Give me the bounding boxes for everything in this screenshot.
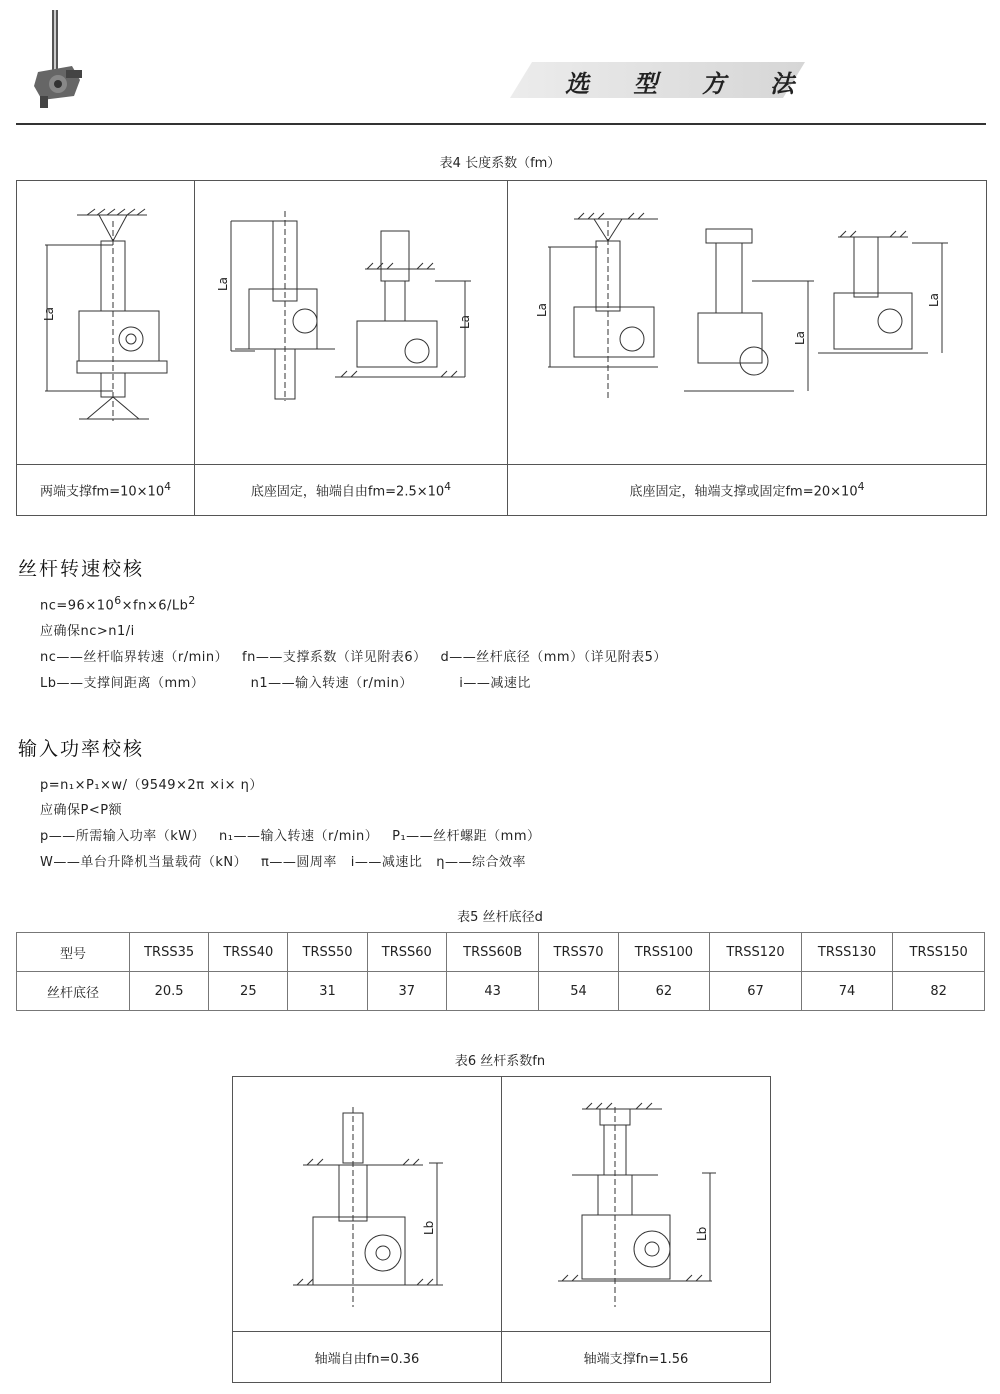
table-cell: 25 — [209, 972, 288, 1011]
table-cell: 37 — [367, 972, 446, 1011]
fm-case-base-fixed-free: 底座固定，轴端自由$fm=2.5\times 10^4$ — [195, 465, 508, 516]
table-cell: TRSS150 — [893, 933, 985, 972]
jack-diagram-icon — [233, 1077, 501, 1327]
figure-both-ends-supported — [17, 181, 195, 465]
fm-case-both-ends: 两端支撑$fm=10\times 10^4$ — [17, 465, 195, 516]
table-cell: 43 — [446, 972, 539, 1011]
fn-case-shaft-free: 轴端自由fn=0.36 — [233, 1332, 502, 1383]
power-condition: 应确保P<P额 — [40, 803, 123, 818]
speed-check-heading: 丝杆转速校核 — [18, 558, 145, 580]
fm-case-base-fixed-supported: 底座固定，轴端支撑或固定$fm=20\times 10^4$ — [508, 465, 987, 516]
screw-jack-logo-icon — [30, 10, 90, 110]
la-label: La — [458, 314, 472, 329]
jack-diagram-icon — [502, 1077, 770, 1327]
table4-caption: 表4 长度系数（fm） — [439, 156, 561, 171]
speed-condition: 应确保nc>n1/i — [40, 624, 135, 639]
table6 — [232, 1076, 771, 1383]
la-label: La — [42, 306, 56, 321]
table-cell: TRSS50 — [288, 933, 367, 972]
table-cell: 74 — [801, 972, 893, 1011]
table-cell: TRSS100 — [618, 933, 710, 972]
table-cell: TRSS130 — [801, 933, 893, 972]
header-divider — [16, 123, 986, 125]
lb-label: Lb — [695, 1226, 709, 1241]
la-label: La — [793, 330, 807, 345]
lb-label: Lb — [422, 1220, 436, 1235]
table-cell: TRSS70 — [539, 933, 618, 972]
figure-base-fixed-free — [195, 181, 508, 465]
table5 — [16, 932, 985, 1011]
figure-shaft-end-supported — [502, 1077, 771, 1332]
table-cell: TRSS120 — [710, 933, 802, 972]
table-row — [17, 972, 985, 1011]
power-formula: p=n₁×P₁×w/（9549×2π ×i× η） — [40, 778, 263, 793]
speed-formula: $nc=96\times 10^6\times fn\times 6/Lb^2$ — [40, 594, 196, 614]
jack-diagram-icon — [17, 181, 194, 460]
table4 — [16, 180, 987, 516]
table-cell: 31 — [288, 972, 367, 1011]
table-cell: 62 — [618, 972, 710, 1011]
jack-diagram-icon — [508, 181, 986, 460]
table-cell: TRSS60 — [367, 933, 446, 972]
table-cell: TRSS35 — [130, 933, 209, 972]
figure-shaft-end-free — [233, 1077, 502, 1332]
table-cell: 54 — [539, 972, 618, 1011]
speed-legend-2: Lb——支撑间距离（mm） n1——输入转速（r/min） i——减速比 — [40, 676, 531, 691]
jack-diagram-icon — [195, 181, 507, 460]
table-cell: TRSS40 — [209, 933, 288, 972]
power-check-heading: 输入功率校核 — [18, 738, 145, 760]
table6-caption: 表6 丝杆系数fn — [454, 1054, 546, 1069]
table-cell: 67 — [710, 972, 802, 1011]
page-title: 选 型 方 法 — [565, 69, 813, 98]
table-cell: 20.5 — [130, 972, 209, 1011]
fn-case-shaft-supported: 轴端支撑fn=1.56 — [502, 1332, 771, 1383]
power-legend-1: p——所需输入功率（kW） n₁——输入转速（r/min） P₁——丝杆螺距（mm） — [40, 829, 541, 844]
la-label: La — [535, 302, 549, 317]
speed-legend-1: nc——丝杆临界转速（r/min） fn——支撑系数（详见附表6） d——丝杆底径（mm）（详见附表5） — [40, 650, 667, 665]
figure-base-fixed-supported — [508, 181, 987, 465]
table-cell: TRSS60B — [446, 933, 539, 972]
table-header-cell: 丝杆底径 — [17, 972, 130, 1011]
table5-caption: 表5 丝杆底径d — [457, 910, 543, 925]
la-label: La — [216, 276, 230, 291]
table-cell: 82 — [893, 972, 985, 1011]
la-label: La — [927, 292, 941, 307]
table-header-cell: 型号 — [17, 933, 130, 972]
power-legend-2: W——单台升降机当量载荷（kN） π——圆周率 i——减速比 η——综合效率 — [40, 855, 526, 870]
table-row — [17, 933, 985, 972]
